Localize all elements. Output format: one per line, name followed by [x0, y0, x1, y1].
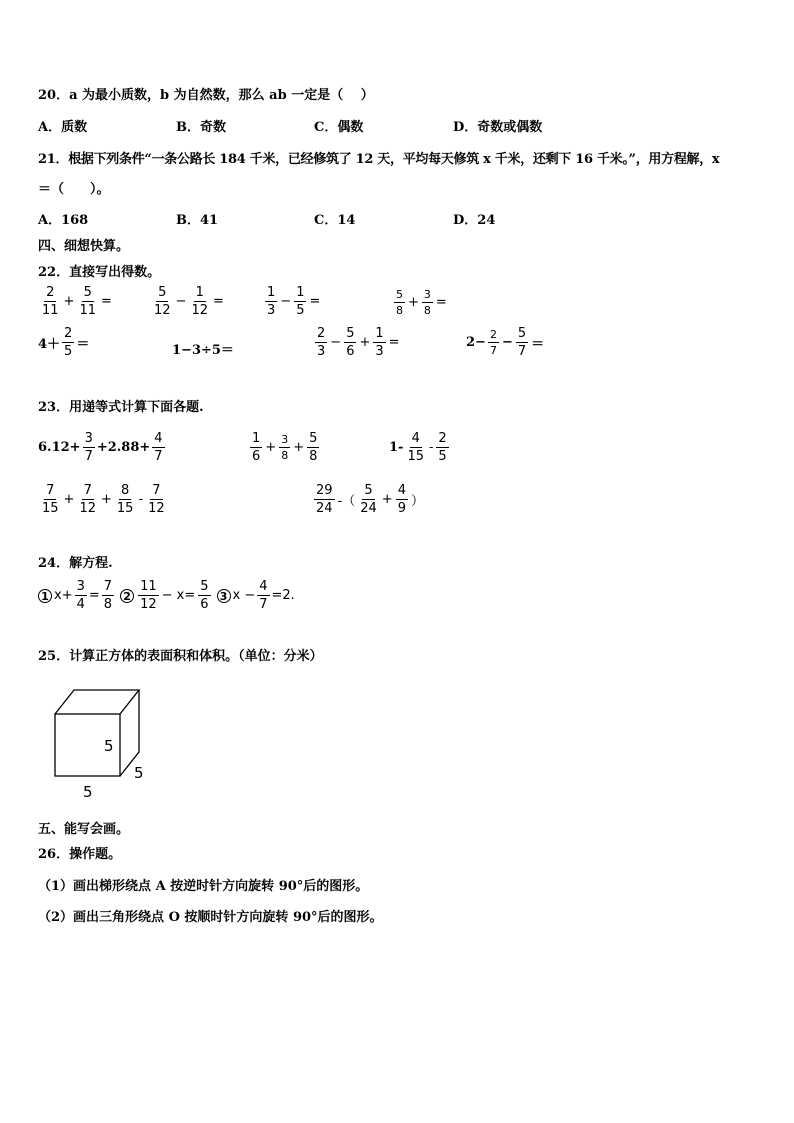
q20-option-c: C．偶数 — [314, 120, 364, 135]
q23-title: 23．用递等式计算下面各题. — [38, 400, 204, 415]
equals-sign: = — [435, 295, 447, 310]
operator: − — [330, 335, 342, 350]
numerator: 4 — [154, 431, 163, 446]
q22-expr-8 — [466, 327, 545, 358]
equals-sign: = — [309, 294, 321, 309]
q22-expr-7 — [313, 327, 401, 358]
denominator: 7 — [517, 344, 527, 359]
denominator: 4 — [76, 597, 85, 612]
denominator: 8 — [281, 449, 289, 462]
denominator: 7 — [154, 449, 163, 464]
denominator: 15 — [116, 501, 134, 516]
numerator: 5 — [200, 579, 209, 594]
operator: + — [63, 294, 75, 309]
denominator: 5 — [296, 303, 305, 318]
cube-figure — [50, 684, 160, 804]
numerator: 2 — [489, 328, 497, 341]
numerator: 4 — [259, 579, 268, 594]
operator: - — [138, 492, 144, 507]
expr-lead: x+ — [54, 588, 73, 603]
equals-sign: = — [213, 294, 224, 309]
operator: − — [175, 294, 187, 309]
denominator: 7 — [259, 597, 268, 612]
q20-text: 20．a 为最小质数，b 为自然数，那么 ab 一定是（ ） — [38, 88, 374, 103]
q22-expr-3 — [263, 286, 321, 317]
numerator: 1 — [195, 285, 204, 300]
q21-text-line2: ＝（ ）。 — [38, 182, 110, 197]
numerator: 5 — [396, 288, 403, 301]
q20-option-b: B．奇数 — [176, 120, 226, 135]
q21-option-a: A．168 — [38, 213, 89, 228]
q26-title: 26．操作题。 — [38, 847, 122, 862]
expr-lead: 1- — [389, 440, 404, 455]
q23-expr-2 — [248, 432, 321, 463]
numerator: 1 — [252, 431, 261, 446]
cube-label-front: 5 — [104, 737, 114, 755]
q26-item-1: （1）画出梯形绕点 A 按逆时针方向旋转 90°后的图形。 — [38, 879, 369, 894]
q23-expr-5 — [312, 484, 425, 515]
denominator: 6 — [252, 449, 261, 464]
numerator: 8 — [121, 483, 130, 498]
denominator: 8 — [103, 597, 113, 612]
expr-lead: x − — [232, 588, 256, 603]
circled-number-1: 1 — [38, 589, 52, 603]
numerator: 7 — [83, 483, 92, 498]
section-5-heading: 五、能写会画。 — [38, 822, 130, 837]
denominator: 11 — [42, 303, 59, 318]
equals-sign: = — [101, 294, 112, 309]
q22-expr-4 — [392, 289, 448, 316]
numerator: 2 — [64, 326, 73, 341]
q22-title: 22．直接写出得数。 — [38, 265, 161, 280]
denominator: 6 — [346, 344, 355, 359]
circled-number-3: 3 — [217, 589, 231, 603]
numerator: 5 — [309, 431, 318, 446]
q23-expr-3 — [389, 432, 451, 463]
operator: + — [293, 440, 305, 455]
numerator: 5 — [346, 326, 355, 341]
denominator: 8 — [423, 304, 431, 317]
numerator: 2 — [46, 285, 55, 300]
expr-mid: +2.88+ — [96, 440, 151, 455]
denominator: 3 — [375, 344, 384, 359]
denominator: 24 — [360, 501, 377, 516]
denominator: 12 — [79, 501, 96, 516]
operator: + — [101, 492, 112, 507]
denominator: 7 — [489, 344, 497, 357]
numerator: 1 — [267, 285, 276, 300]
operator: -（ — [337, 494, 356, 509]
equals-sign: ＝ — [76, 337, 90, 352]
denominator: 15 — [42, 501, 59, 516]
expr-lead: 4＋ — [38, 337, 61, 352]
q26-item-2: （2）画出三角形绕点 O 按顺时针方向旋转 90°后的图形。 — [38, 910, 383, 925]
operator: − — [501, 335, 513, 350]
numerator: 5 — [83, 285, 92, 300]
cube-label-side: 5 — [134, 764, 144, 782]
numerator: 7 — [103, 579, 113, 594]
denominator: 8 — [309, 449, 318, 464]
denominator: 5 — [438, 449, 447, 464]
operator: + — [359, 335, 371, 350]
circled-number-2: 2 — [120, 589, 134, 603]
numerator: 5 — [517, 326, 527, 341]
denominator: 6 — [200, 597, 209, 612]
numerator: 2 — [317, 326, 326, 341]
numerator: 11 — [140, 579, 157, 594]
section-4-heading: 四、细想快算。 — [38, 239, 130, 254]
q20-option-a: A．质数 — [38, 120, 88, 135]
denominator: 15 — [407, 449, 424, 464]
numerator: 3 — [281, 433, 289, 446]
denominator: 3 — [267, 303, 276, 318]
denominator: 8 — [396, 304, 403, 317]
numerator: 3 — [76, 579, 85, 594]
q22-expr-6 — [172, 339, 234, 358]
q23-expr-4 — [38, 484, 169, 515]
numerator: 5 — [158, 285, 167, 300]
denominator: 11 — [79, 303, 96, 318]
operator: - — [429, 440, 434, 455]
denominator: 3 — [317, 344, 326, 359]
cube-top-face — [55, 690, 139, 714]
expr-lead: 2− — [466, 335, 486, 350]
q21-text-line1: 21．根据下列条件“一条公路长 184 千米，已经修筑了 12 天，平均每天修筑 x 千米，还剩下 16 千米。”，用方程解，x — [38, 152, 720, 167]
operator: + — [408, 295, 419, 310]
operator: + — [381, 492, 393, 507]
operator: + — [63, 492, 75, 507]
denominator: 12 — [191, 303, 208, 318]
q21-option-d: D．24 — [453, 213, 496, 228]
q21-option-c: C．14 — [314, 213, 356, 228]
denominator: 5 — [64, 344, 73, 359]
numerator: 3 — [84, 431, 93, 446]
denominator: 7 — [84, 449, 93, 464]
expr-tail: =2. — [271, 588, 295, 603]
expr-lead: 6.12+ — [38, 440, 81, 455]
q24-title: 24．解方程. — [38, 556, 113, 571]
operator: + — [265, 440, 277, 455]
numerator: 7 — [152, 483, 161, 498]
equals-sign: = — [388, 335, 400, 350]
denominator: 12 — [140, 597, 157, 612]
cube-label-bottom: 5 — [83, 783, 93, 801]
operator: − — [280, 294, 292, 309]
denominator: 12 — [148, 501, 165, 516]
q22-expr-2 — [150, 286, 225, 317]
numerator: 5 — [364, 483, 373, 498]
q24-equations — [38, 580, 295, 611]
expr-mid: − x= — [161, 588, 196, 603]
numerator: 1 — [375, 326, 384, 341]
q23-expr-1 — [38, 432, 167, 463]
equals-sign: = — [88, 588, 100, 603]
q21-option-b: B．41 — [176, 213, 219, 228]
q22-expr-1 — [38, 286, 113, 317]
close-paren: ） — [410, 494, 424, 509]
numerator: 29 — [316, 483, 333, 498]
numerator: 2 — [438, 431, 447, 446]
q25-title: 25．计算正方体的表面积和体积。（单位：分米） — [38, 649, 323, 664]
numerator: 1 — [296, 285, 305, 300]
q22-expr-5 — [38, 327, 89, 358]
denominator: 24 — [316, 501, 333, 516]
denominator: 12 — [154, 303, 171, 318]
numerator: 7 — [46, 483, 55, 498]
equals-sign: ＝ — [531, 337, 545, 352]
denominator: 9 — [397, 501, 406, 516]
numerator: 4 — [411, 431, 420, 446]
numerator: 4 — [397, 483, 406, 498]
expr-text: 1−3÷5＝ — [172, 343, 234, 358]
q20-option-d: D．奇数或偶数 — [453, 120, 543, 135]
numerator: 3 — [423, 288, 431, 301]
